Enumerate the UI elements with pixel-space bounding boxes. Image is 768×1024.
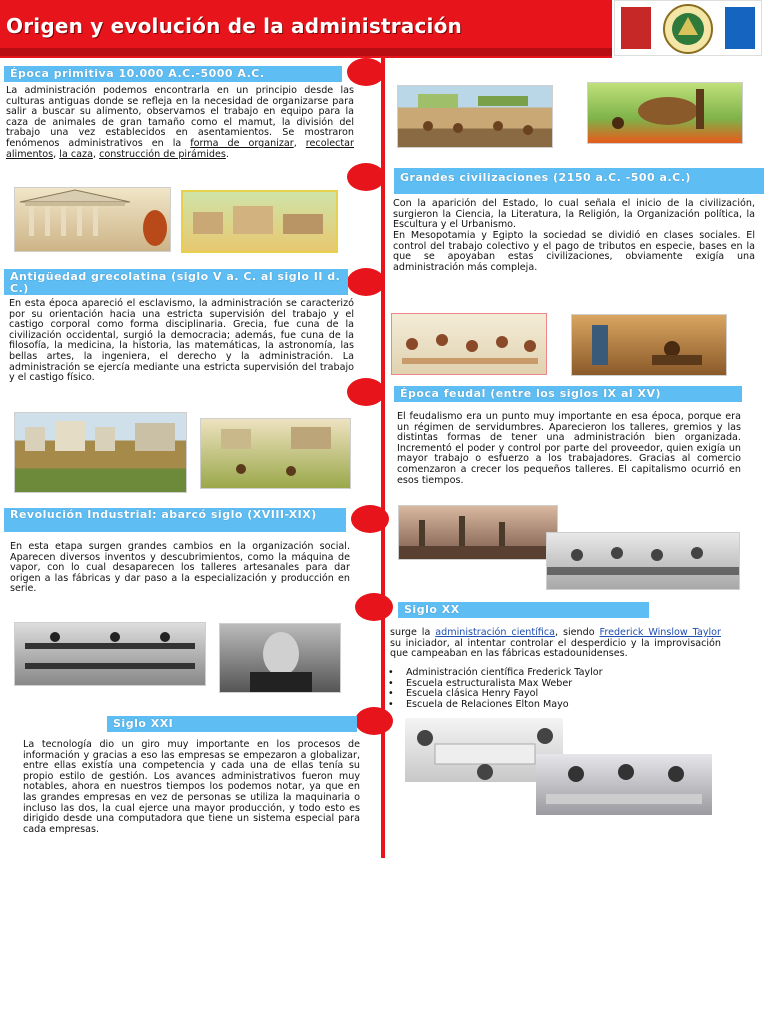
image-assembly-line [546,532,740,590]
separator: , [293,137,306,149]
separator: , [92,148,100,160]
heading-epoca-feudal: Época feudal (entre los siglos IX al XV) [394,386,742,402]
image-office-team [536,754,712,815]
timeline-dot [347,268,385,296]
heading-siglo-xx: Siglo XX [398,602,649,618]
image-feudal-castle [14,412,187,493]
text-siglo-xxi: La tecnología dio un giro muy importante en los procesos de información y gracias a eso las empresas se empezaron a globalizar, entre ellas existía una competencia y cada una de ellas tenía su propio estilo de gestión. Los avances administrativos fueron muy notables, ahora en nuestros tiempos los podemos notar, ya que en las grandes empresas en vez de personas se utiliza la maquinaria o incluso las dos, la cual ejerce una mayor producción, y todo esto es dirigido desde una computadora que tiene un sistema especial para cada empresas. [23,739,360,835]
text-civilizaciones-1: Con la aparición del Estado, lo cual señala el inicio de la civilización, surgieron la Ciencia, la Literatura, la Religión, la Organización política, la Escultura y el Urbanismo. [393,198,755,231]
heading-antiguedad-grecolatina: Antigüedad grecolatina (siglo V a. C. al siglo II d. C.) [4,269,348,295]
mexican-seal-logo [614,0,762,56]
text-siglo-xx-pre: surge la [390,627,436,638]
image-textile-factory [14,622,206,686]
image-primitive-hunt [587,82,743,144]
link-la-caza: la caza [59,148,93,160]
image-frederick-taylor-portrait [219,623,341,693]
heading-siglo-xxi: Siglo XXI [107,716,357,732]
text-siglo-xx [390,628,721,660]
text-epoca-primitiva [6,86,354,160]
link-forma-de-organizar: forma de organizar [190,137,294,149]
separator: , [53,148,60,160]
text-grecolatina: En esta época apareció el esclavismo, la administración se caracterizó por su orientación hacia una estricta supervisión del trabajo y el castigo corporal como forma disciplinaria. Grecia, fue cuna de la civilización occidental, surgió la democracia; además, fue cuna de la filosofía, la medicina, la historia, las matemáticas, la astronomía, las bellas artes, la ingeniera, el derecho y la administración. La administración se ejercía mediante una estricta supervisión del trabajo y el castigo físico. [9,298,354,384]
text-feudal: El feudalismo era un punto muy importante en esa época, porque era un régimen de servidumbres. Aparecieron los talleres, gremios y las distintas formas de tener una administración bien organizada. Incrementó el poder y control por parte del proveedor, quien exigía un mayor trabajo o esfuerzo a los trabajadores. Gracias al comercio comenzaron a crecer los pequeños talleres. El capitalismo ocurrió en esos tiempos. [397,411,741,486]
timeline-dot [355,593,393,621]
heading-grandes-civilizaciones: Grandes civilizaciones (2150 a.C. -500 a.C.) [394,168,764,194]
list-item: • Administración científica Frederick Taylor [388,668,718,679]
link-recolectar-alimentos: recolectar alimentos [6,137,355,160]
link-construccion-de-piramides: construcción de pirámides [99,148,226,160]
link-administracion-cientifica[interactable]: administración científica [435,627,555,638]
text-civilizaciones-2: En Mesopotamia y Egipto la sociedad se dividió en clases sociales. El control del trabajo colectivo y el pago de tributos en especie, bases en la que se apoyaban estas civilizaciones, obviamente exigía una administración más compleja. [393,230,755,273]
image-ancient-city [181,190,338,253]
list-item: • Escuela clásica Henry Fayol [388,689,718,700]
page-title: Origen y evolución de la administración [6,14,462,38]
image-slave-punishment [571,314,727,376]
timeline-dot [355,707,393,735]
text-primitiva-body: La administración podemos encontrarla en un principio desde las culturas antiguas donde se refleja en la necesidad de organizarse para salir a buscar su alimento, observamos el trabajo en equipo para la caza de animales de gran tamaño como el mamut, la división del trabajo una vez establecidos en asentamientos. Se mostraron fenómenos administrativos en la [6,85,354,149]
timeline-dot [347,58,385,86]
link-frederick-winslow-taylor[interactable]: Frederick Winslow Taylor [599,627,721,638]
image-factory-smoke [398,505,558,560]
period: . [225,148,229,160]
list-item: • Escuela estructuralista Max Weber [388,679,718,690]
text-siglo-xx-post: su iniciador, al intentar controlar el desperdicio y la improvisación que campeaban en las fábricas estadounidenses. [390,637,721,660]
list-item: • Escuela de Relaciones Elton Mayo [388,700,718,711]
heading-revolucion-industrial: Revolución Industrial: abarcó siglo (XVIII-XIX) [4,508,346,532]
text-siglo-xx-mid: , siendo [554,627,600,638]
image-feudal-field [200,418,351,489]
image-primitive-farming [397,85,553,148]
image-slaves-work [391,313,547,375]
text-industrial: En esta etapa surgen grandes cambios en la organización social. Aparecen diversos inventos y descubrimientos, como la máquina de vapor, con lo cual desaparecen los talleres artesanales para dar origen a las fábricas y dar paso a la especialización y producción en serie. [10,541,350,595]
title-banner-shadow [0,48,612,56]
heading-epoca-primitiva: Época primitiva 10.000 A.C.-5000 A.C. [4,66,342,82]
list-escuelas [388,668,718,710]
timeline-dot [351,505,389,533]
image-greek-temple [14,187,171,252]
timeline-dot [347,163,385,191]
